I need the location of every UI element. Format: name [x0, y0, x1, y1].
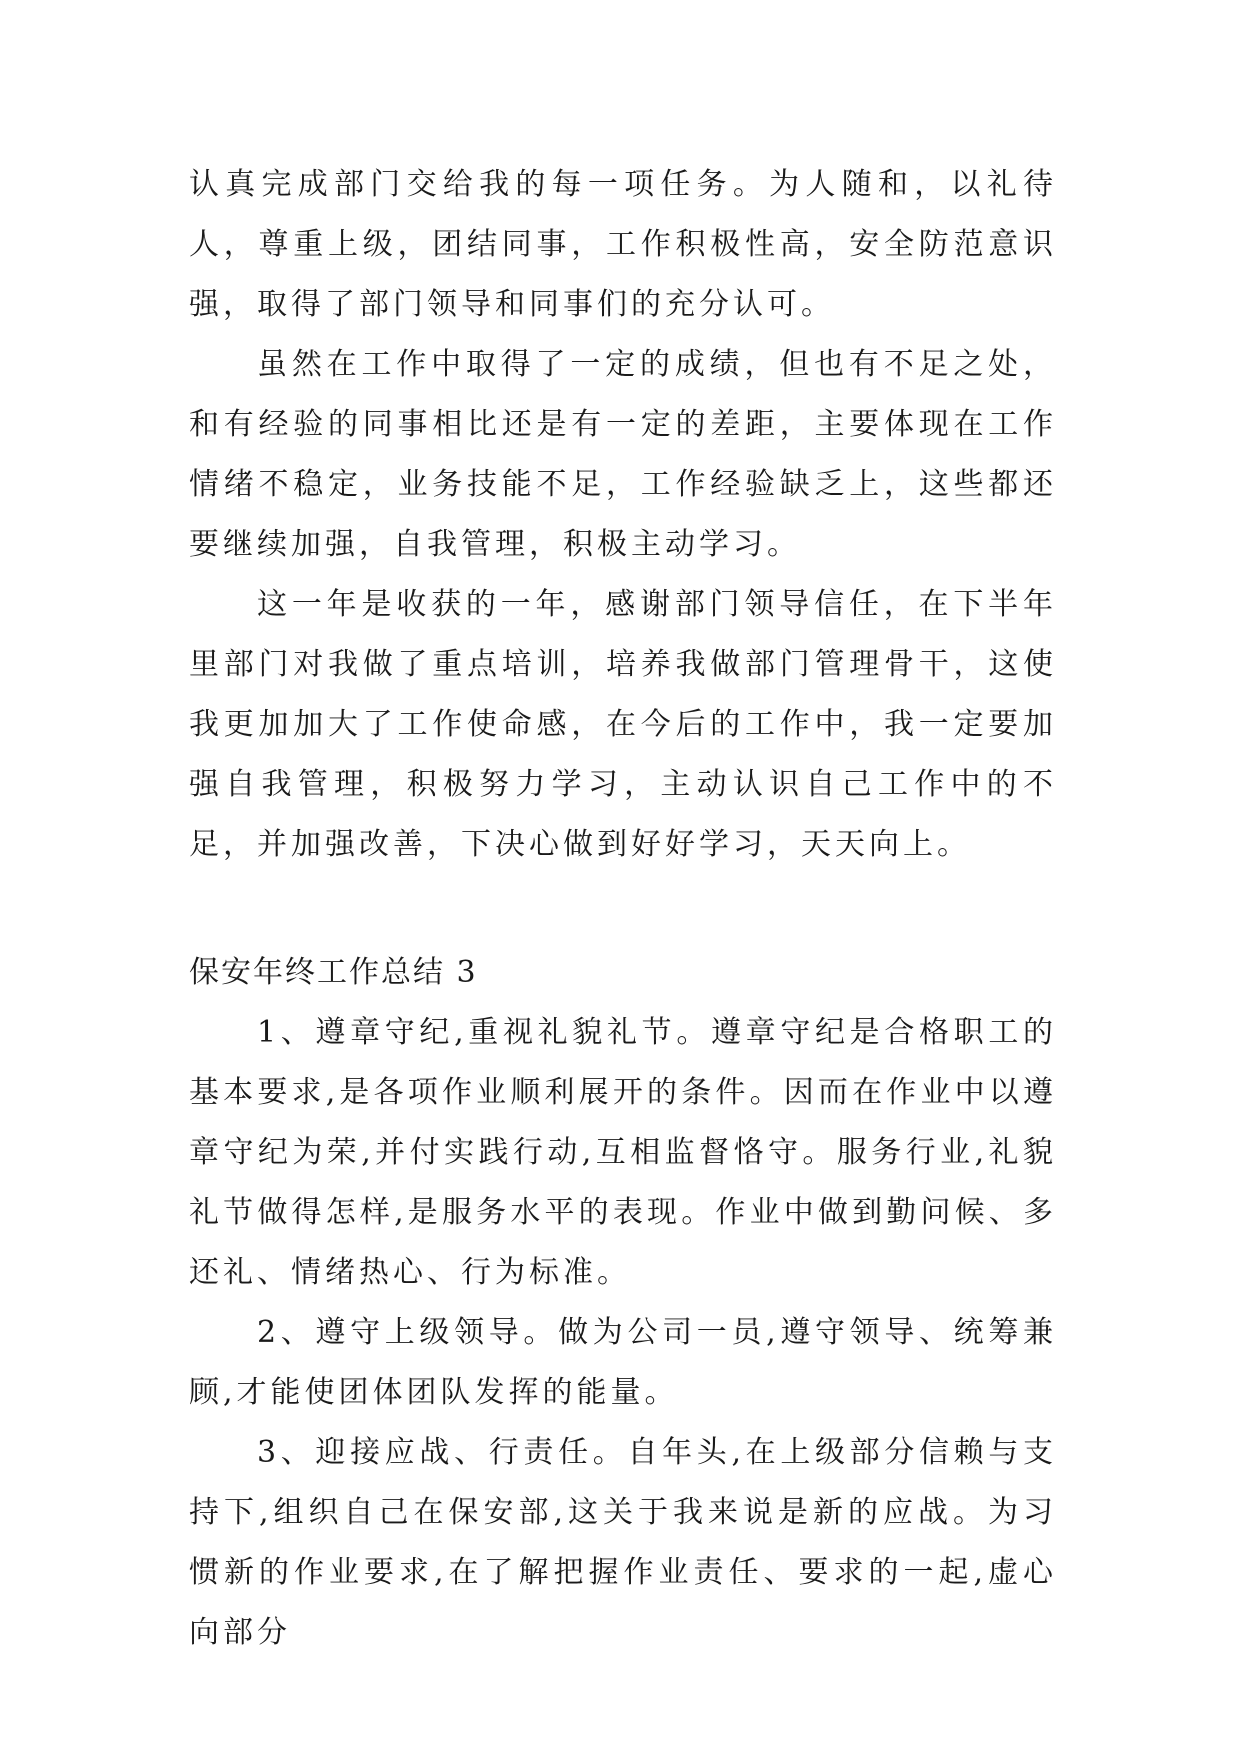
- paragraph: [189, 1423, 1057, 1663]
- paragraph: [189, 155, 1057, 335]
- paragraph: [189, 575, 1057, 875]
- document-body: [189, 155, 1057, 1663]
- paragraph-text: 虽然在工作中取得了一定的成绩，但也有不足之处，和有经验的同事相比还是有一定的差距，主要体现在工作情绪不稳定，业务技能不足，工作经验缺乏上，这些都还要继续加强，自我管理，积极主动学习。: [189, 347, 1057, 562]
- paragraph-text: 1、遵章守纪,重视礼貌礼节。遵章守纪是合格职工的基本要求,是各项作业顺利展开的条件。因而在作业中以遵章守纪为荣,并付实践行动,互相监督恪守。服务行业,礼貌礼节做得怎样,是服务水平的表现。作业中做到勤问候、多还礼、情绪热心、行为标准。: [189, 1015, 1057, 1290]
- section-heading: 保安年终工作总结 3: [189, 955, 478, 990]
- paragraph: [189, 1303, 1057, 1423]
- paragraph-text: 这一年是收获的一年，感谢部门领导信任，在下半年里部门对我做了重点培训，培养我做部门管理骨干，这使我更加加大了工作使命感，在今后的工作中，我一定要加强自我管理，积极努力学习，主动认识自己工作中的不足，并加强改善，下决心做到好好学习，天天向上。: [189, 587, 1057, 862]
- paragraph: [189, 1003, 1057, 1303]
- paragraph-text: 认真完成部门交给我的每一项任务。为人随和，以礼待人，尊重上级，团结同事，工作积极性高，安全防范意识强，取得了部门领导和同事们的充分认可。: [189, 167, 1057, 322]
- paragraph: [189, 335, 1057, 575]
- paragraph-text: 2、遵守上级领导。做为公司一员,遵守领导、统筹兼顾,才能使团体团队发挥的能量。: [189, 1315, 1057, 1410]
- paragraph-text: 3、迎接应战、行责任。自年头,在上级部分信赖与支持下,组织自己在保安部,这关于我来说是新的应战。为习惯新的作业要求,在了解把握作业责任、要求的一起,虚心向部分: [189, 1435, 1057, 1650]
- section-spacer: [189, 875, 1057, 943]
